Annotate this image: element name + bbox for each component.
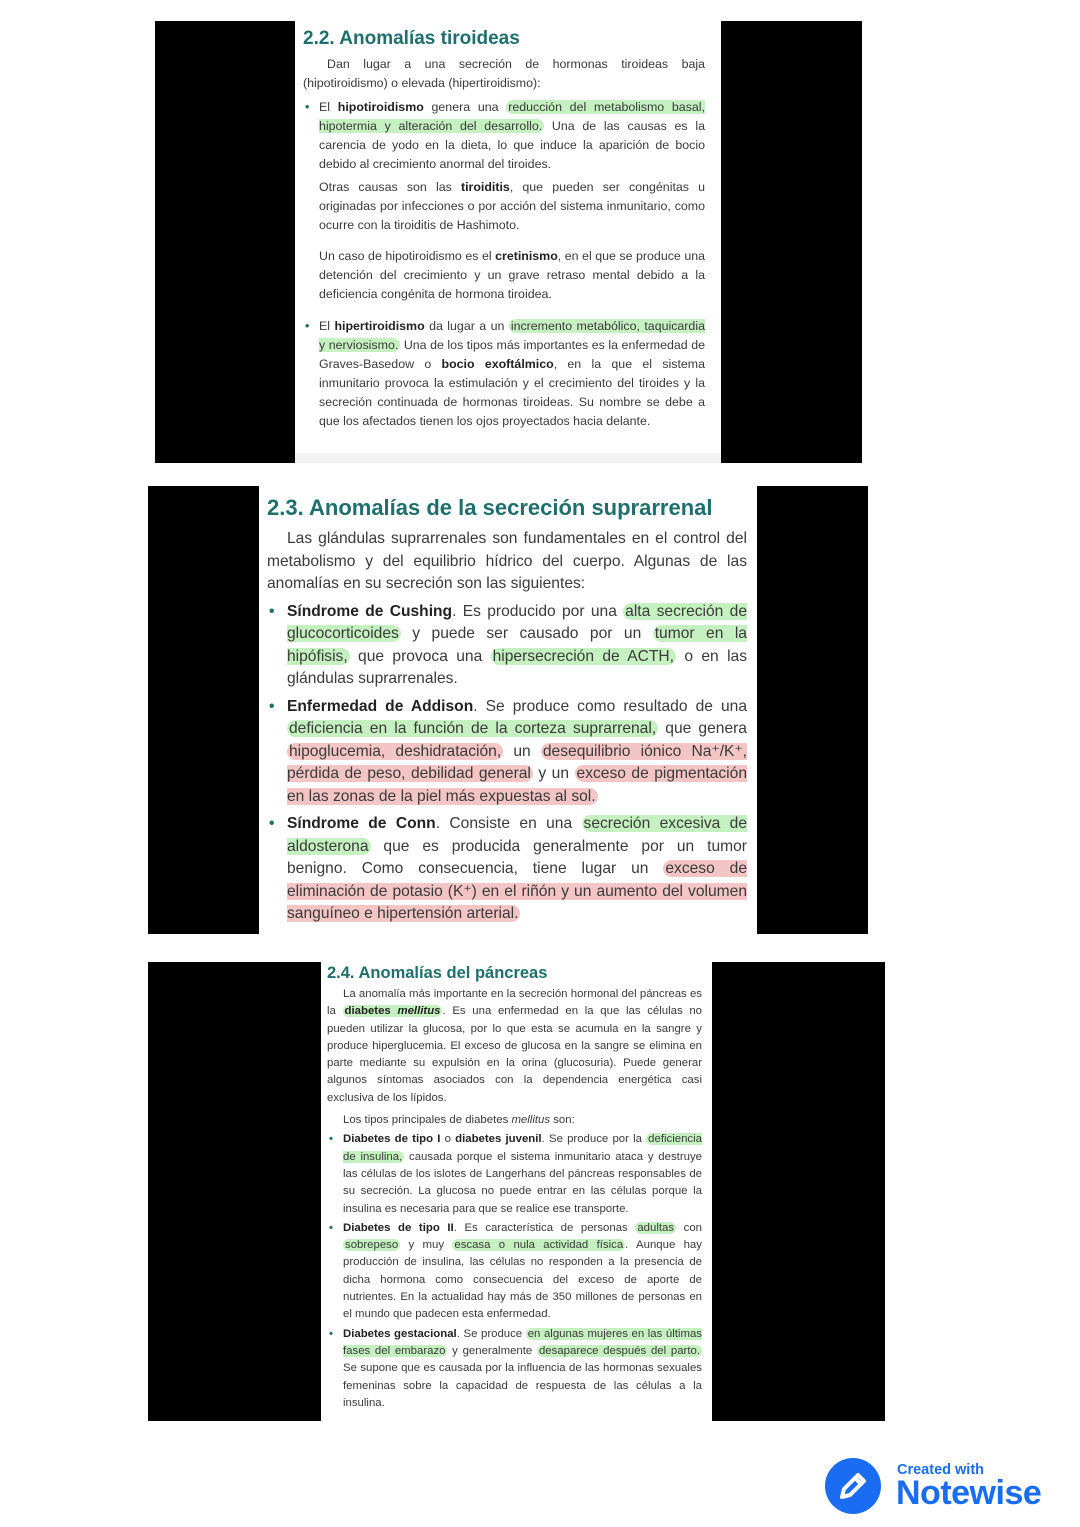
green-highlight: deficiencia de insulina,	[343, 1133, 702, 1163]
section-title: 2.2. Anomalías tiroideas	[303, 28, 520, 49]
green-highlight: escasa o nula actividad física	[454, 1239, 624, 1252]
paragraph-tiroiditis: Otras causas son las tiroiditis, que pueden ser congénitas u originadas por infecciones o por acción del sistema inmunitario, como ocurre con la tiroiditis de Hashimoto.	[319, 180, 706, 232]
badge-brand: Notewise	[896, 1474, 1042, 1512]
bullet-list	[303, 98, 705, 174]
green-highlight: tumor en la hipófisis,	[287, 625, 747, 665]
bullet-cushing: • Síndrome de Cushing. Es producido por una alta secreción de glucocorticoides y puede ser causado por un tumor en la hipófisis, que provoca una hipersecreción de ACTH, o en las glándulas suprarrenales.	[267, 601, 747, 691]
green-highlight: diabetes mellitus	[344, 1005, 441, 1018]
paragraph-cretinismo: Un caso de hipotiroidismo es el cretinismo, en el que se produce una detención del crecimiento y un grave retraso mental debido a la deficiencia congénita de hormona tiroidea.	[319, 249, 705, 302]
bullet-hypothyroidism: • El hipotiroidismo genera una reducción del metabolismo basal, hipotermia y alteración del desarrollo. Una de las causas es la carencia de yodo en la dieta, lo que induce la aparición de bocio debido al crecimiento anormal del tiroides.	[303, 98, 705, 174]
types-lead: Los tipos principales de diabetes mellitus son:	[343, 1114, 575, 1127]
green-highlight: adultas	[637, 1221, 675, 1234]
green-highlight: incremento metabólico, taquicardia y nerviosismo.	[319, 318, 705, 352]
green-highlight: desaparece después del parto.	[538, 1344, 700, 1357]
bullet-list	[327, 1131, 702, 1412]
left-black-bar	[155, 21, 295, 463]
bullet-hyperthyroidism: • El hipertiroidismo da lugar a un incremento metabólico, taquicardia y nerviosismo. Una de los tipos más importantes es la enfermedad de Graves-Basedow o bocio exoftálmico, en la que el sistema inmunitario provoca la estimulación y el crecimiento del tiroides y la secreción continuada de hormonas tiroideas. Su nombre se debe a que los afectados tienen los ojos proyectados hacia delante.	[303, 317, 705, 431]
right-black-bar	[712, 962, 885, 1421]
green-highlight: reducción del metabolismo basal, hipotermia y alteración del desarrollo.	[319, 100, 705, 133]
section-title: 2.3. Anomalías de la secreción suprarrenal	[267, 495, 713, 520]
bullet-type1: • Diabetes de tipo I o diabetes juvenil. Se produce por la deficiencia de insulina, causada porque el sistema inmunitario ataca y destruye las células de los islotes de Langerhans del páncreas responsables de su secreción. La glucosa no puede entrar en las células porque la insulina es necesaria para que se realice ese transporte.	[327, 1131, 702, 1217]
red-highlight: exceso de eliminación de potasio (K⁺) en el riñón y un aumento del volumen sanguíneo e hipertensión arterial.	[287, 860, 747, 922]
pencil-icon	[825, 1458, 881, 1514]
green-highlight: en algunas mujeres en las últimas fases del embarazo	[343, 1327, 702, 1357]
red-highlight: desequilibrio iónico Na⁺/K⁺, pérdida de peso, debilidad general	[287, 742, 747, 782]
page-crop	[321, 962, 712, 1421]
adrenal-section-image	[148, 486, 868, 934]
bullet-addison: • Enfermedad de Addison. Se produce como resultado de una deficiencia en la función de la corteza suprarrenal, que genera hipoglucemia, deshidratación, un desequilibrio iónico Na⁺/K⁺, pérdida de peso, debilidad general y un exceso de pigmentación en las zonas de la piel más expuestas al sol.	[267, 696, 747, 809]
left-black-bar	[148, 962, 321, 1421]
section-intro: Las glándulas suprarrenales son fundamentales en el control del metabolismo y del equilibrio hídrico del cuerpo. Algunas de las anomalías en su secreción son las siguientes:	[267, 530, 747, 592]
notewise-badge	[825, 1458, 1065, 1518]
right-black-bar	[721, 21, 862, 463]
page-footer-strip	[295, 453, 721, 463]
section-title: 2.4. Anomalías del páncreas	[327, 964, 548, 982]
red-highlight: hipoglucemia, deshidratación,	[289, 742, 502, 760]
green-highlight: deficiencia en la función de la corteza suprarrenal,	[289, 720, 657, 737]
pancreas-section-image	[148, 962, 885, 1421]
green-highlight: alta secreción de glucocorticoides	[287, 602, 747, 642]
section-intro: La anomalía más importante en la secreción hormonal del páncreas es la diabetes mellitus . Es una enfermedad en la que las células no pueden utilizar la glucosa, por lo que esta se acumula en la sangre y produce hiperglucemia. El exceso de glucosa en la sangre se elimina en parte mediante su expulsión en la orina (glucosuria). Puede generar algunos síntomas asociados con la dependencia energética casi exclusiva de los lípidos.	[327, 988, 702, 1104]
thyroid-section-image	[155, 21, 862, 463]
page-crop	[295, 21, 721, 463]
green-highlight: sobrepeso	[345, 1239, 399, 1252]
bullet-gestational: • Diabetes gestacional. Se produce en algunas mujeres en las últimas fases del embarazo y generalmente desaparece después del parto. Se supone que es causada por la influencia de las hormonas sexuales femeninas sobre la capacidad de respuesta de las células a la insulina.	[327, 1326, 702, 1412]
bullet-list	[303, 317, 705, 431]
badge-caption: Created with	[897, 1462, 985, 1478]
bullet-type2: • Diabetes de tipo II. Es característica de personas adultas con sobrepeso y muy escasa o nula actividad física . Aunque hay producción de insulina, las células no responden a la presencia de dicha hormona como consecuencia del exceso de aporte de nutrientes. En la actualidad hay más de 350 millones de personas en el mundo que padecen esta enfermedad.	[327, 1220, 702, 1324]
bullet-conn: • Síndrome de Conn. Consiste en una secreción excesiva de aldosterona que es producida generalmente por un tumor benigno. Como consecuencia, tiene lugar un exceso de eliminación de potasio (K⁺) en el riñón y un aumento del volumen sanguíneo e hipertensión arterial.	[267, 813, 747, 926]
red-highlight: exceso de pigmentación en las zonas de la piel más expuestas al sol.	[287, 765, 747, 805]
page-crop	[259, 486, 757, 934]
right-black-bar	[757, 486, 868, 934]
green-highlight: hipersecreción de ACTH,	[492, 647, 674, 665]
section-intro: Dan lugar a una secreción de hormonas tiroideas baja (hipotiroidismo) o elevada (hipertiroidismo):	[303, 57, 705, 90]
green-highlight: secreción excesiva de aldosterona	[287, 815, 747, 855]
left-black-bar	[148, 486, 259, 934]
bullet-list	[267, 601, 747, 926]
